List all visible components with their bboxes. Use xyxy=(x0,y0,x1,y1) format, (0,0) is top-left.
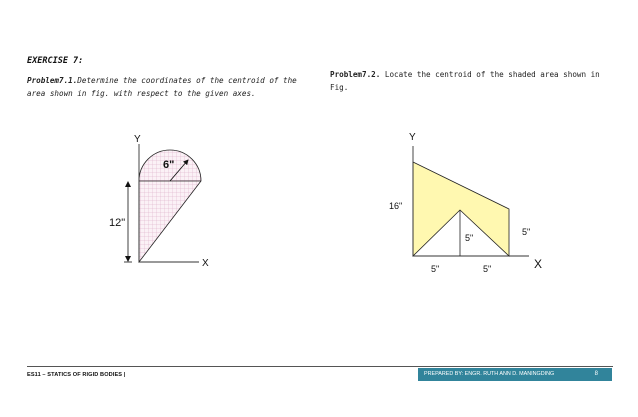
problem-7-2-label: Problem7.2. xyxy=(330,70,381,79)
triangle-height-label: 5" xyxy=(465,233,474,243)
dimension-arrow-bottom xyxy=(125,256,131,262)
y-axis-label-2: Y xyxy=(409,132,416,143)
left-height-label: 16" xyxy=(389,201,403,211)
base-left-label: 5" xyxy=(431,264,440,274)
x-axis-label-2: X xyxy=(534,257,543,271)
x-axis-label-1: X xyxy=(202,258,209,269)
problem-7-2-text: Locate the centroid of the shaded area shown in Fig. xyxy=(330,70,600,92)
footer-divider xyxy=(27,366,613,367)
figure-7-1 xyxy=(109,134,209,269)
base-right-label: 5" xyxy=(483,264,492,274)
page-number: 8 xyxy=(594,371,598,377)
figure-7-2 xyxy=(389,132,542,274)
height-label-1: 12" xyxy=(109,217,126,229)
problem-7-1-text: Determine the coordinates of the centroid of the area shown in fig. with respect to the given axes. xyxy=(27,76,297,98)
shaded-area-2 xyxy=(413,162,509,256)
right-height-label: 5" xyxy=(522,227,531,237)
footer-banner xyxy=(418,368,612,381)
footer-course: ES11 – STATICS OF RIGID BODIES | xyxy=(27,372,126,378)
exercise-title: EXERCISE 7: xyxy=(27,56,84,66)
y-axis-label-1: Y xyxy=(134,134,141,145)
problem-7-1-label: Problem7.1. xyxy=(27,76,78,85)
footer-prepared-by: PREPARED BY: ENGR. RUTH ANN D. MANINGDING xyxy=(424,371,555,377)
dimension-arrow-top xyxy=(125,181,131,187)
radius-label: 6" xyxy=(163,159,175,171)
